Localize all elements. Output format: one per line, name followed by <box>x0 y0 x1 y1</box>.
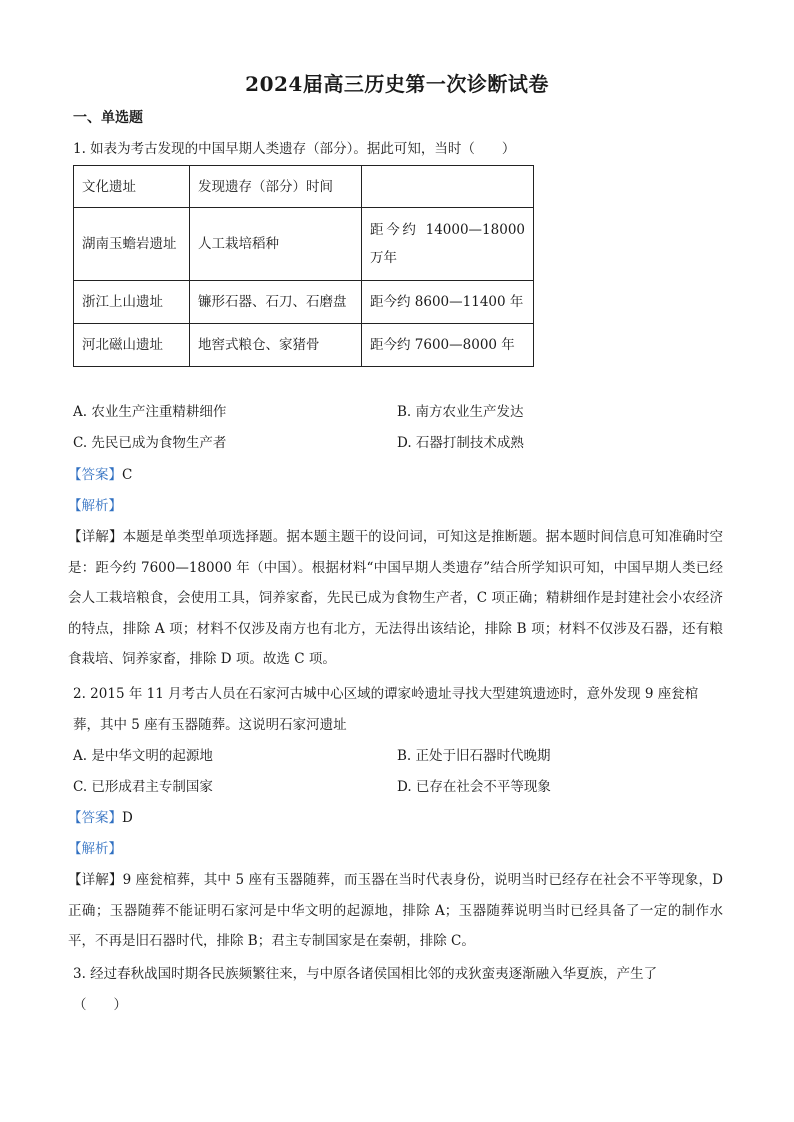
q2-option-c: C. 已形成君主专制国家 <box>73 779 213 795</box>
table-cell: 距今约 7600—8000 年 <box>362 324 534 367</box>
q2-option-b: B. 正处于旧石器时代晚期 <box>397 748 551 764</box>
answer-value: D <box>122 810 133 826</box>
q2-stem-line1: 2. 2015 年 11 月考古人员在石家河古城中心区域的谭家岭遗址寻找大型建筑遗迹时，意外发现 9 座瓮棺 <box>73 686 699 702</box>
table-header-cell: 文化遗址 <box>74 166 190 208</box>
section-heading: 一、单选题 <box>73 110 143 126</box>
detail-text: 9 座瓮棺葬，其中 5 座有玉器随葬，而玉器在当时代表身份，说明当时已经存在社会不平等现象，D 正确；玉器随葬不能证明石家河是中华文明的起源地，排除 A；玉器随葬说明当时已经具备了一定的制作水平，不再是旧石器时代，排除 B；君主专制国家是在秦朝，排除 C。 <box>68 872 724 949</box>
table-cell: 河北磁山遗址 <box>74 324 190 367</box>
q2-option-a: A. 是中华文明的起源地 <box>73 748 213 764</box>
q1-analysis-tag: 【解析】 <box>68 498 122 514</box>
table-cell: 地窖式粮仓、家猪骨 <box>190 324 362 367</box>
detail-text: 本题是单类型单项选择题。据本题主题干的设问词，可知这是推断题。据本题时间信息可知准确时空是：距今约 7600—18000 年（中国）。根据材料“中国早期人类遗存”结合所学知识可知，中国早期人类已经会人工栽培粮食，会使用工具，饲养家畜，先民已成为食物生产者，C 项正确；精耕细作是封建社会小农经济的特点，排除 A 项；材料不仅涉及南方也有北方，无法得出该结论，排除 B 项；材料不仅涉及石器，还有粮食栽培、饲养家畜，排除 D 项。故选 C 项。 <box>68 529 724 667</box>
q1-detail <box>68 522 723 675</box>
q1-table <box>73 165 534 367</box>
table-cell: 人工栽培稻种 <box>190 208 362 281</box>
q1-option-a: A. 农业生产注重精耕细作 <box>73 404 227 420</box>
q2-stem-line2: 葬，其中 5 座有玉器随葬。这说明石家河遗址 <box>73 717 347 733</box>
table-cell: 浙江上山遗址 <box>74 281 190 324</box>
q2-analysis-tag: 【解析】 <box>68 841 122 857</box>
table-cell: 镰形石器、石刀、石磨盘 <box>190 281 362 324</box>
q2-option-d: D. 已存在社会不平等现象 <box>397 779 551 795</box>
q1-option-b: B. 南方农业生产发达 <box>397 404 524 420</box>
table-cell: 距今约 8600—11400 年 <box>362 281 534 324</box>
table-header-row <box>74 166 534 208</box>
q1-option-c: C. 先民已成为食物生产者 <box>73 435 227 451</box>
table-row <box>74 281 534 324</box>
table-header-cell <box>362 166 534 208</box>
exam-title: 2024届高三历史第一次诊断试卷 <box>245 72 549 96</box>
q1-answer <box>68 465 728 485</box>
table-header-cell: 发现遗存（部分）时间 <box>190 166 362 208</box>
table-row <box>74 324 534 367</box>
q1-stem: 1. 如表为考古发现的中国早期人类遗存（部分）。据此可知，当时（ ） <box>73 141 516 157</box>
table-cell: 距今约 14000—18000 万年 <box>362 208 534 281</box>
detail-tag: 【详解】 <box>68 529 123 545</box>
q2-answer <box>68 808 728 828</box>
table-cell: 湖南玉蟾岩遗址 <box>74 208 190 281</box>
q3-stem-line2: （ ） <box>73 997 127 1013</box>
answer-tag: 【答案】 <box>68 467 122 483</box>
detail-tag: 【详解】 <box>68 872 123 888</box>
answer-value: C <box>122 467 133 483</box>
q3-stem-line1: 3. 经过春秋战国时期各民族频繁往来，与中原各诸侯国相比邻的戎狄蛮夷逐渐融入华夏族，产生了 <box>73 966 658 982</box>
table-row <box>74 208 534 281</box>
q1-option-d: D. 石器打制技术成熟 <box>397 435 524 451</box>
q2-detail <box>68 865 723 957</box>
answer-tag: 【答案】 <box>68 810 122 826</box>
